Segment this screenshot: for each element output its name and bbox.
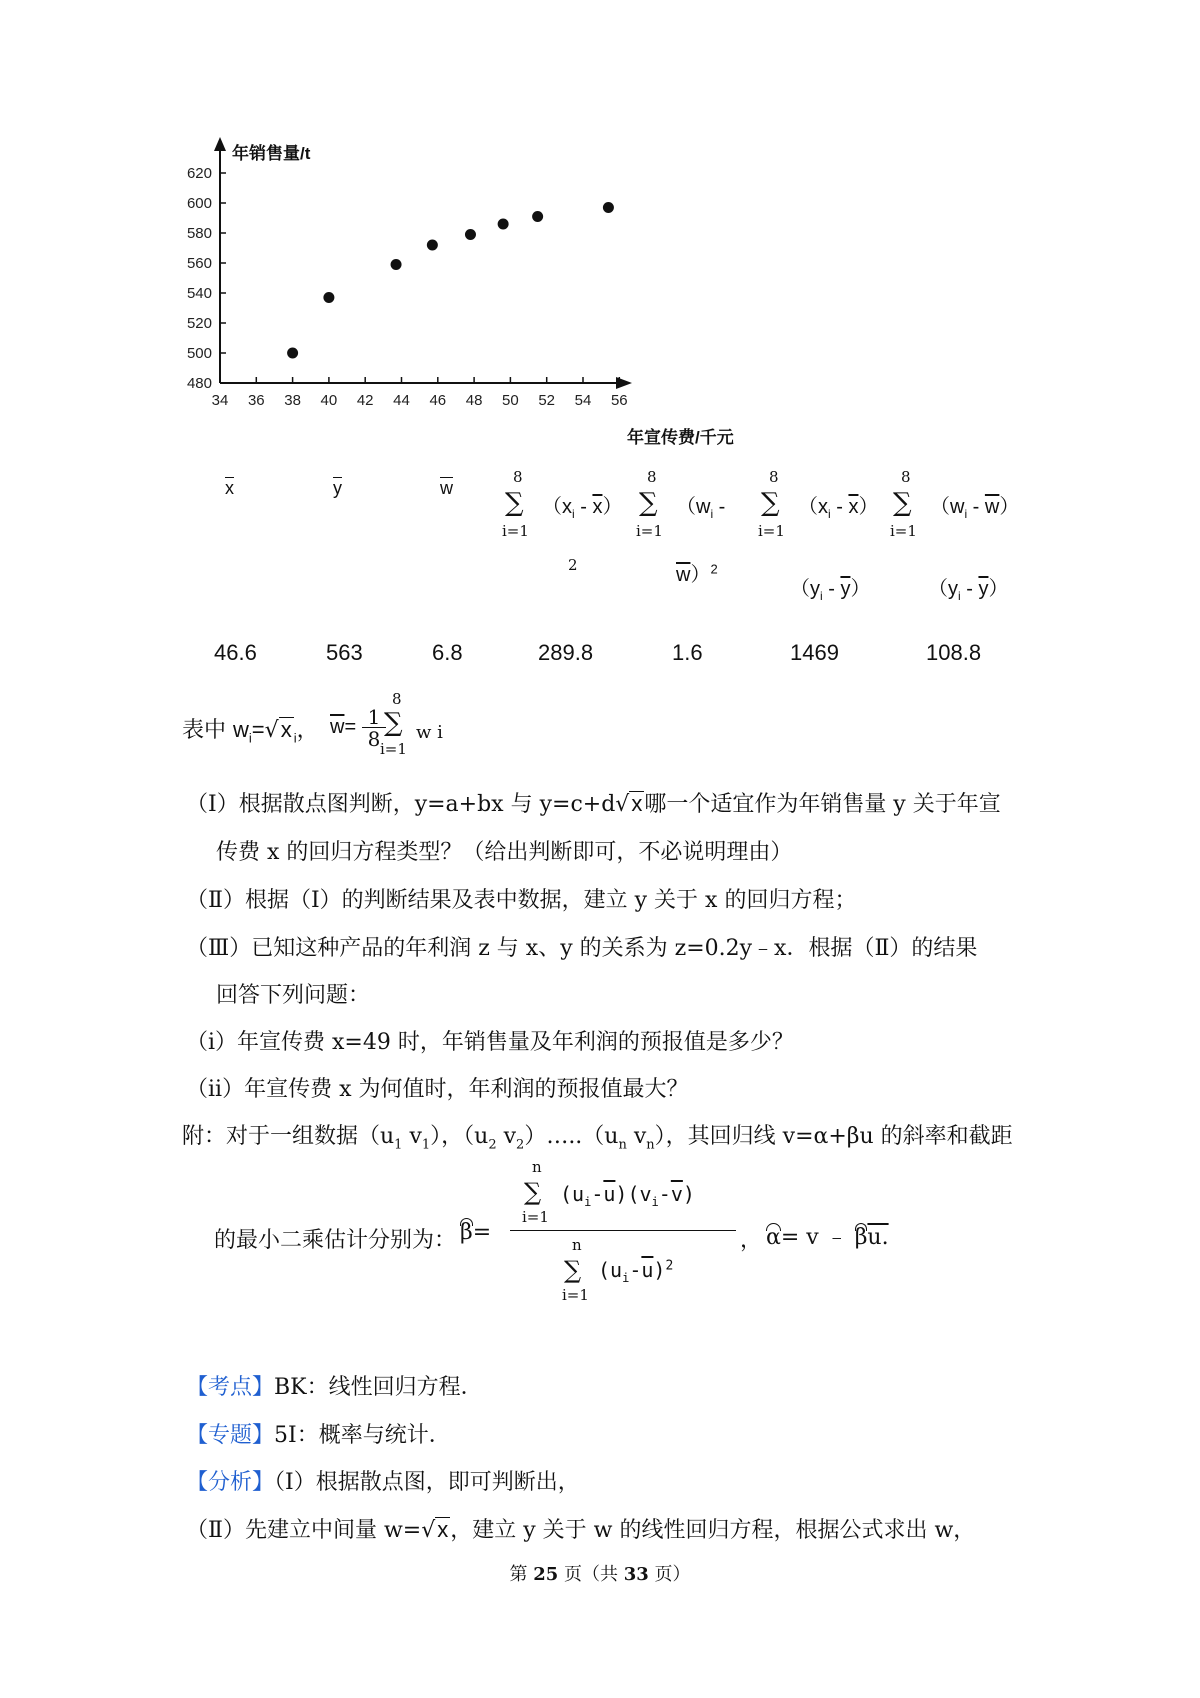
data-point — [498, 219, 509, 230]
question-3ii: （ii）年宣传费 x 为何值时，年利润的预报值最大？ — [186, 1077, 689, 1102]
value-xbar: 46.6 — [214, 640, 257, 665]
header-sum-wy: 8 ∑ i=1 $(w_i - \overline{w})$ $(y_i - \overline{y})$ — [890, 468, 1020, 603]
page-footer: 第 25 页（共 33 页） — [509, 1564, 691, 1585]
data-point — [287, 348, 298, 359]
x-tick-label: 42 — [356, 392, 374, 409]
data-point — [532, 211, 543, 222]
note-wbar: $\overline{w}=$ — [330, 716, 357, 738]
fenxi-2: （Ⅱ）先建立中间量 w=√x，建立 y 关于 w 的线性回归方程，根据公式求出 w， — [186, 1517, 976, 1543]
value-wbar: 6.8 — [432, 640, 463, 665]
y-tick-label: 500 — [186, 345, 212, 362]
header-wbar: $\overline{w}$ — [440, 478, 453, 498]
x-tick-label: 38 — [284, 392, 301, 409]
value-ybar: 563 — [326, 640, 363, 665]
x-tick-label: 40 — [320, 392, 338, 409]
y-tick-label: 620 — [186, 165, 212, 182]
question-3i: （i）年宣传费 x=49 时，年销售量及年利润的预报值是多少？ — [186, 1030, 794, 1055]
appendix-line2: 的最小二乘估计分别为： — [214, 1228, 457, 1253]
note-tail: w i — [416, 722, 443, 743]
question-2: （Ⅱ）根据（Ⅰ）的判断结果及表中数据，建立 y 关于 x 的回归方程； — [186, 888, 857, 913]
alpha-hat: α= v ﹣ βu. — [766, 1225, 889, 1250]
header-sum-xy: 8 ∑ i=1 $(x_i - \overline{x})$ $(y_i - \overline{y})$ — [758, 468, 879, 603]
note-sum-lower: i=1 — [380, 740, 407, 758]
note-line: 表中 $w_i=√x$ $_i$， — [182, 717, 319, 746]
fenxi: 【分析】（Ⅰ）根据散点图，即可判断出， — [186, 1470, 580, 1495]
y-tick-label: 480 — [186, 375, 212, 392]
data-point — [391, 259, 402, 270]
value-sum-xx: 289.8 — [538, 640, 594, 665]
value-sum-wy: 108.8 — [926, 640, 982, 665]
header-sum-ww: 8 ∑ i=1 （$w_i$ - $\overline{w})^2$ — [636, 468, 726, 586]
header-xbar: $\overline{x}$ — [225, 478, 234, 498]
question-3-line1: （Ⅲ）已知这种产品的年利润 z 与 x、y 的关系为 z=0.2y﹣x．根据（Ⅱ）的结果 — [186, 936, 978, 961]
formula-comma: ， — [740, 1228, 763, 1253]
header-ybar: $\overline{y}$ — [333, 478, 342, 498]
x-tick-label: 36 — [247, 392, 265, 409]
x-tick-label: 34 — [211, 392, 229, 409]
note-sum-upper: 8 — [392, 690, 402, 708]
kaodian: 【考点】BK：线性回归方程． — [186, 1375, 483, 1400]
note-fraction: 1 8 — [362, 707, 386, 750]
zhuanti: 【专题】5I：概率与统计． — [186, 1423, 451, 1448]
y-tick-label: 600 — [186, 195, 212, 212]
value-sum-xy: 1469 — [790, 640, 839, 665]
x-tick-label: 56 — [610, 392, 628, 409]
beta-formula: n ∑ i=1 $(u_i-\overline{u})(v_i-\overline{v})$ n ∑ i=1 $(u_i-\overline{u})^2$ — [510, 1160, 740, 1310]
data-point — [323, 292, 334, 303]
y-tick-label: 560 — [186, 255, 212, 272]
question-1-line2: 传费 x 的回归方程类型？（给出判断即可，不必说明理由） — [216, 840, 793, 865]
x-tick-label: 44 — [393, 392, 410, 409]
x-tick-label: 50 — [502, 392, 519, 409]
scatter-chart — [180, 135, 800, 465]
data-point — [603, 202, 614, 213]
y-tick-label: 580 — [186, 225, 212, 242]
question-3-line2: 回答下列问题： — [216, 983, 371, 1008]
note-sigma: ∑ — [384, 708, 403, 738]
header-sum-xx: 8 ∑ i=1 $(x_i - \overline{x})$ 2 — [502, 468, 623, 574]
y-tick-label: 540 — [186, 285, 212, 302]
x-tick-label: 48 — [465, 392, 483, 409]
question-1-line1: （Ⅰ）根据散点图判断，y=a+bx 与 y=c+d√x哪一个适宜作为年销售量 y 关于年宣 — [186, 791, 1001, 817]
data-point — [427, 240, 438, 251]
appendix-line1: 附：对于一组数据（$u_1$ $v_1$），（$u_2$ $v_2)\dots..(u_n$ $v_n$），其回归线 v=α+βu 的斜率和截距 — [182, 1124, 1013, 1153]
y-tick-label: 520 — [186, 315, 212, 332]
x-tick-label: 46 — [429, 392, 447, 409]
x-tick-label: 54 — [574, 392, 592, 409]
y-axis-arrow — [214, 137, 226, 151]
x-axis-arrow — [616, 377, 632, 389]
x-axis-label: 年宣传费/千元 — [627, 428, 734, 447]
x-tick-label: 52 — [538, 392, 556, 409]
value-sum-ww: 1.6 — [672, 640, 703, 665]
y-axis-label: 年销售量/t — [232, 144, 311, 163]
data-point — [465, 229, 476, 240]
beta-hat: β= — [460, 1220, 492, 1245]
